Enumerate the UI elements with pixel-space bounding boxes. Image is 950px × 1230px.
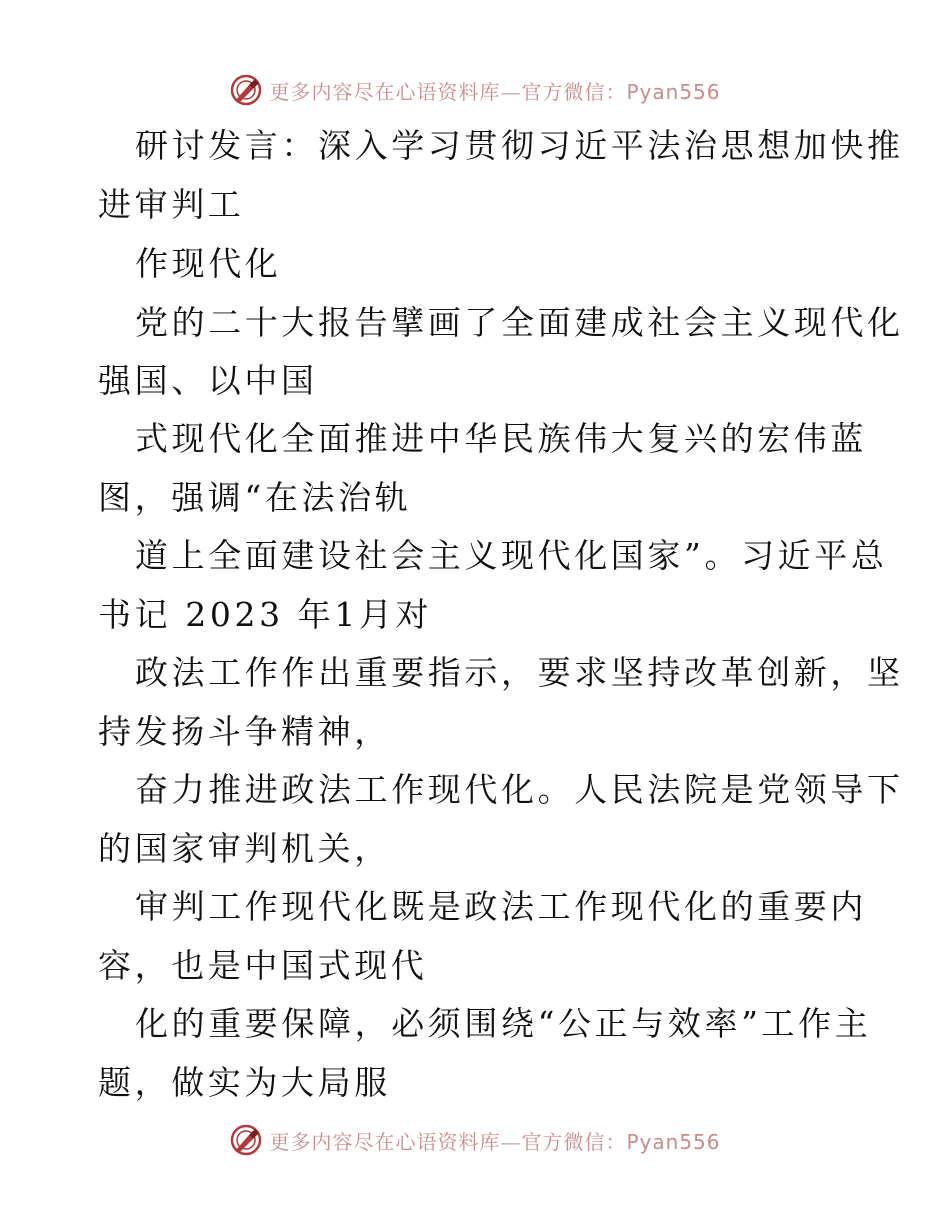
text-line: 奋力推进政法工作现代化。人民法院是党领导下 <box>135 770 904 809</box>
text-line: 容，也是中国式现代 <box>98 946 428 985</box>
text-line: 化的重要保障，必须围绕“公正与效率”工作主 <box>135 1004 872 1043</box>
text-line: 研讨发言：深入学习贯彻习近平法治思想加快推 <box>135 126 904 165</box>
text-line: 审判工作现代化既是政法工作现代化的重要内 <box>135 887 867 926</box>
watermark-wechat-label: 官方微信： <box>521 1129 627 1154</box>
text-line: 党的二十大报告擘画了全面建成社会主义现代化 <box>135 303 904 342</box>
text-line: 图，强调“在法治轨 <box>98 478 412 517</box>
watermark-wechat-label: 官方微信： <box>521 79 627 104</box>
watermark-text <box>269 76 720 105</box>
text-line: 强国、以中国 <box>98 361 318 400</box>
text-line: 作现代化 <box>135 244 282 283</box>
watermark-wechat-id: Pyan556 <box>626 1129 721 1154</box>
text-line: 书记 2023 年1月对 <box>98 595 433 634</box>
pen-nib-circle-icon <box>229 73 263 107</box>
watermark-brand: 更多内容尽在心语资料库 <box>269 79 501 104</box>
text-line: 式现代化全面推进中华民族伟大复兴的宏伟蓝 <box>135 419 867 458</box>
text-line: 题，做实为大局服 <box>98 1063 391 1102</box>
text-line: 持发扬斗争精神， <box>98 712 391 751</box>
watermark-text <box>269 1126 720 1155</box>
watermark-brand: 更多内容尽在心语资料库 <box>269 1129 501 1154</box>
pen-nib-circle-icon <box>229 1123 263 1157</box>
header-watermark <box>0 70 950 110</box>
text-line: 道上全面建设社会主义现代化国家”。习近平总 <box>135 536 888 575</box>
footer-watermark <box>0 1120 950 1160</box>
text-line: 的国家审判机关， <box>98 829 391 868</box>
watermark-wechat-id: Pyan556 <box>626 79 721 104</box>
watermark-separator: — <box>500 1129 522 1154</box>
text-line: 进审判工 <box>98 185 245 224</box>
watermark-separator: — <box>500 79 522 104</box>
text-line: 政法工作作出重要指示，要求坚持改革创新，坚 <box>135 653 904 692</box>
